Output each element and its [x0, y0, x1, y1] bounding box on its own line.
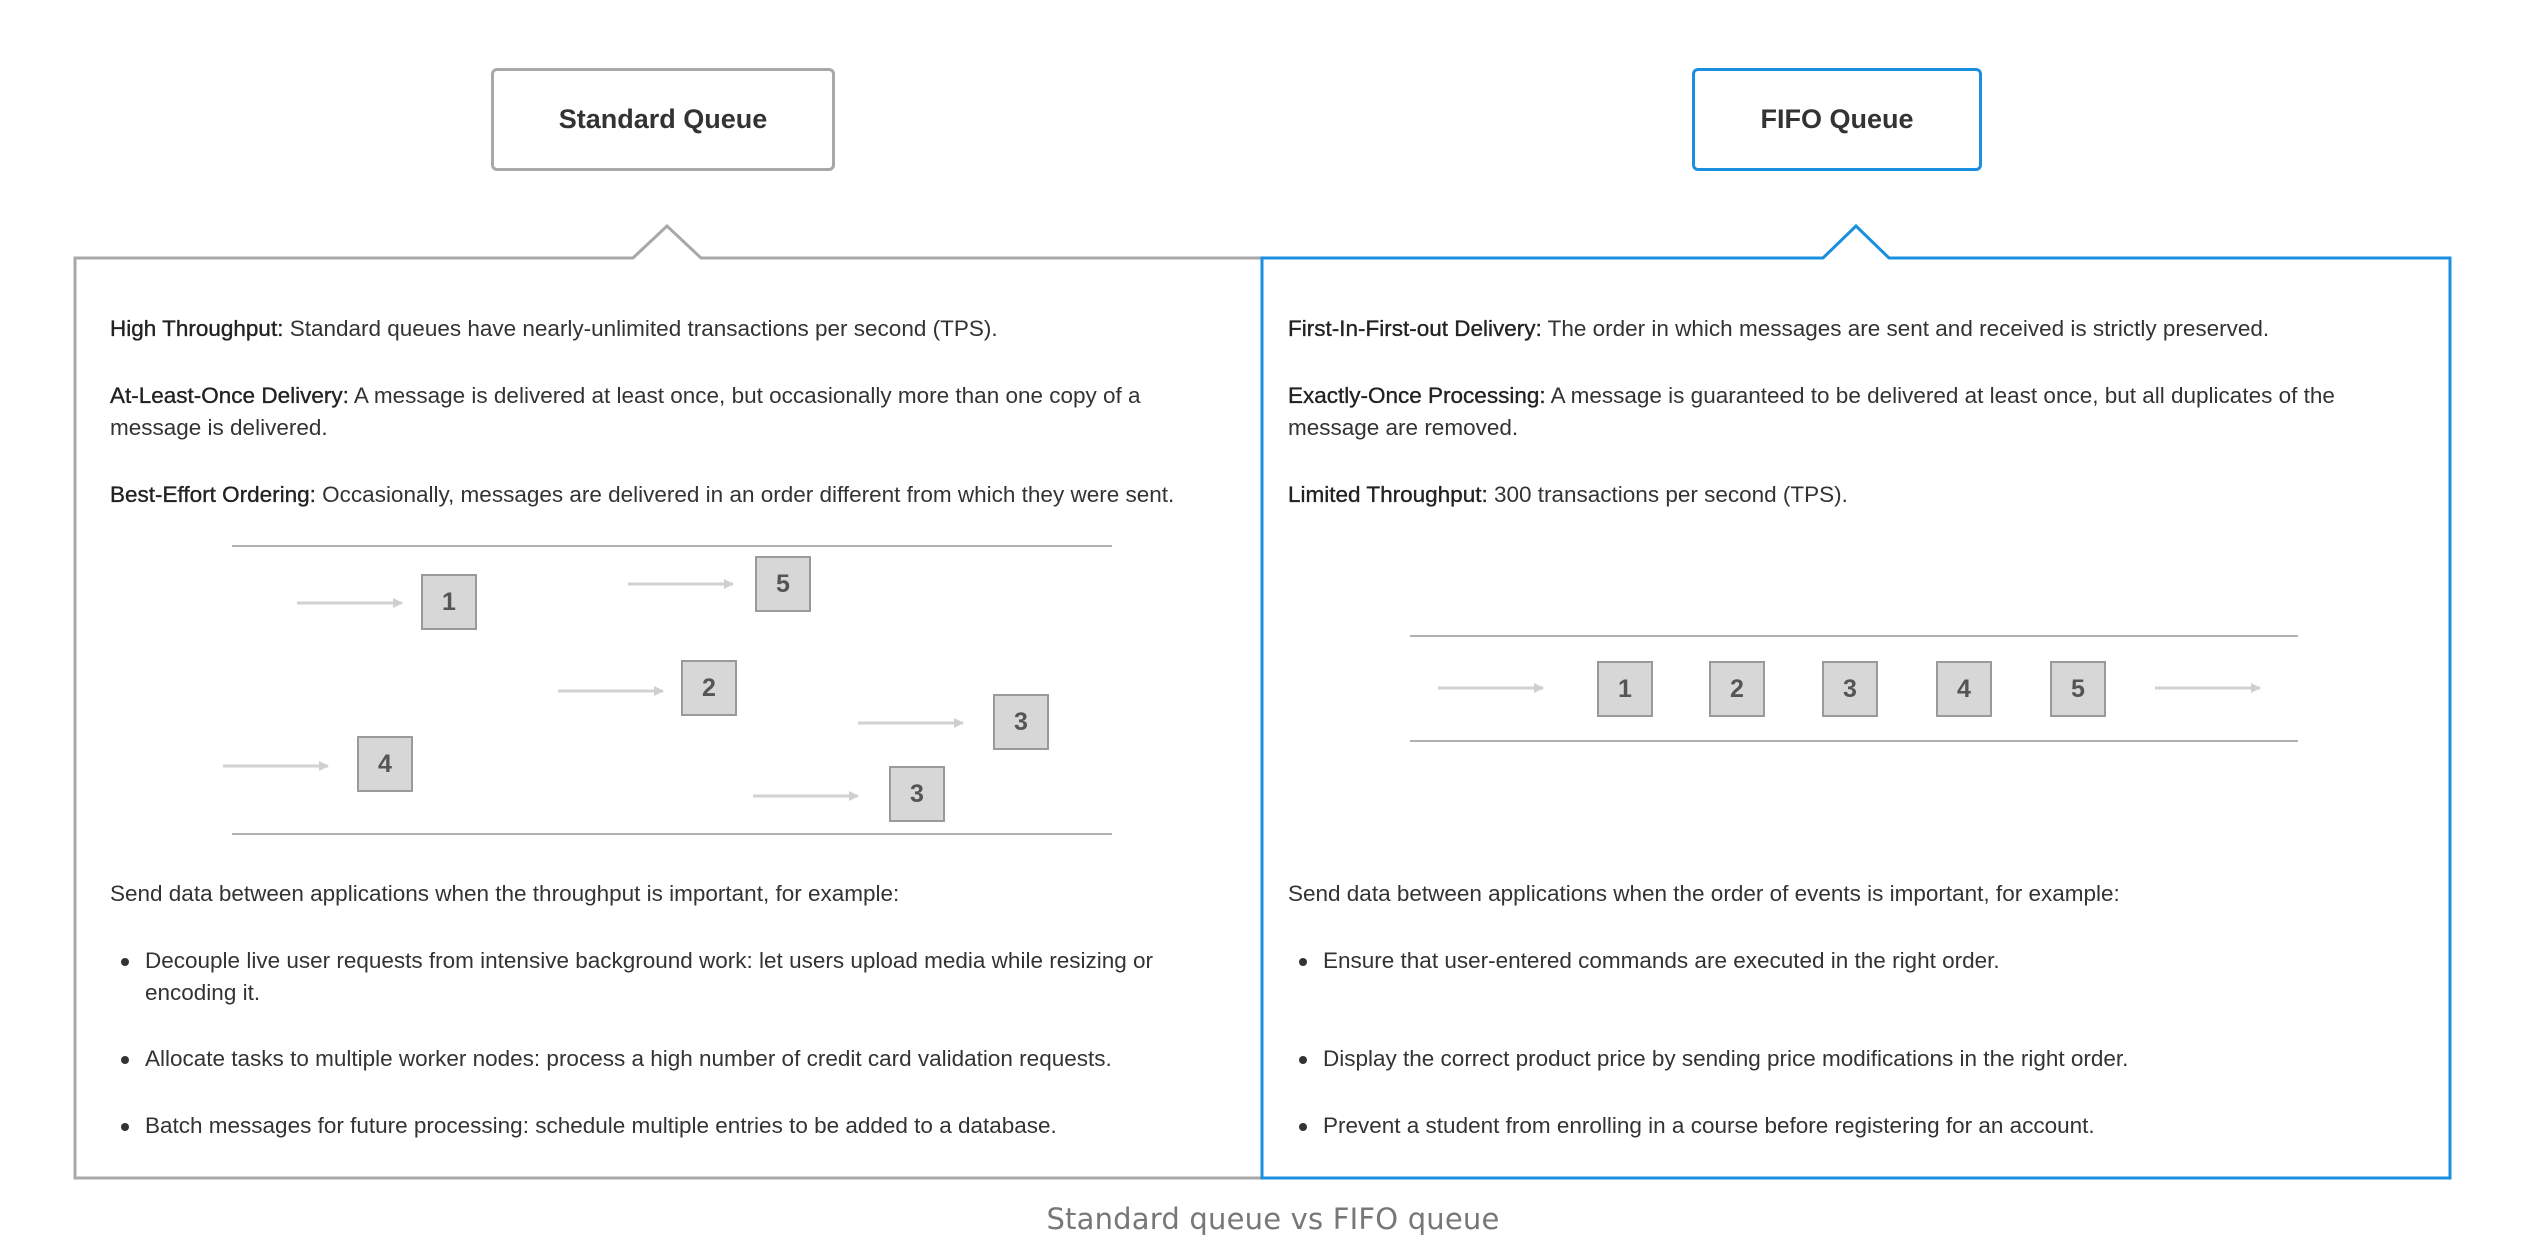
feature-item: First-In-First-out Delivery: The order in which messages are sent and received is strictly preserved. [1288, 316, 2270, 341]
message-box: 1 [421, 574, 477, 630]
use-cases-intro: Send data between applications when the order of events is important, for example: [1288, 881, 2120, 906]
list-item: Decouple live user requests from intensive background work: let users upload media while resizing or encoding it. [110, 945, 1200, 1009]
fifo-queue-title: FIFO Queue [1692, 68, 1982, 171]
list-item: Batch messages for future processing: schedule multiple entries to be added to a database. [110, 1110, 1200, 1142]
list-item: Prevent a student from enrolling in a course before registering for an account. [1288, 1110, 2378, 1142]
standard-queue-title: Standard Queue [491, 68, 835, 171]
feature-item: Best-Effort Ordering: Occasionally, messages are delivered in an order different from which they were sent. [110, 482, 1175, 507]
message-box: 3 [1822, 661, 1878, 717]
message-box: 5 [755, 556, 811, 612]
figure-caption: Standard queue vs FIFO queue [1046, 1202, 1500, 1236]
use-cases-intro: Send data between applications when the throughput is important, for example: [110, 881, 900, 906]
feature-item: High Throughput: Standard queues have nearly-unlimited transactions per second (TPS). [110, 316, 998, 341]
list-item: Display the correct product price by sending price modifications in the right order. [1288, 1043, 2378, 1075]
standard-panel-border [75, 226, 1262, 1178]
message-box: 4 [1936, 661, 1992, 717]
list-item: Allocate tasks to multiple worker nodes: process a high number of credit card validation requests. [110, 1043, 1200, 1075]
feature-item: At-Least-Once Delivery: A message is delivered at least once, but occasionally more than one copy of a message is delivered. [110, 383, 1141, 440]
message-box: 2 [681, 660, 737, 716]
message-box: 1 [1597, 661, 1653, 717]
list-item: Ensure that user-entered commands are executed in the right order. [1288, 945, 2378, 977]
feature-item: Limited Throughput: 300 transactions per second (TPS). [1288, 482, 1848, 507]
message-box: 3 [993, 694, 1049, 750]
message-box: 3 [889, 766, 945, 822]
message-box: 5 [2050, 661, 2106, 717]
message-box: 2 [1709, 661, 1765, 717]
feature-item: Exactly-Once Processing: A message is guaranteed to be delivered at least once, but all duplicates of the message are removed. [1288, 383, 2335, 440]
message-box: 4 [357, 736, 413, 792]
